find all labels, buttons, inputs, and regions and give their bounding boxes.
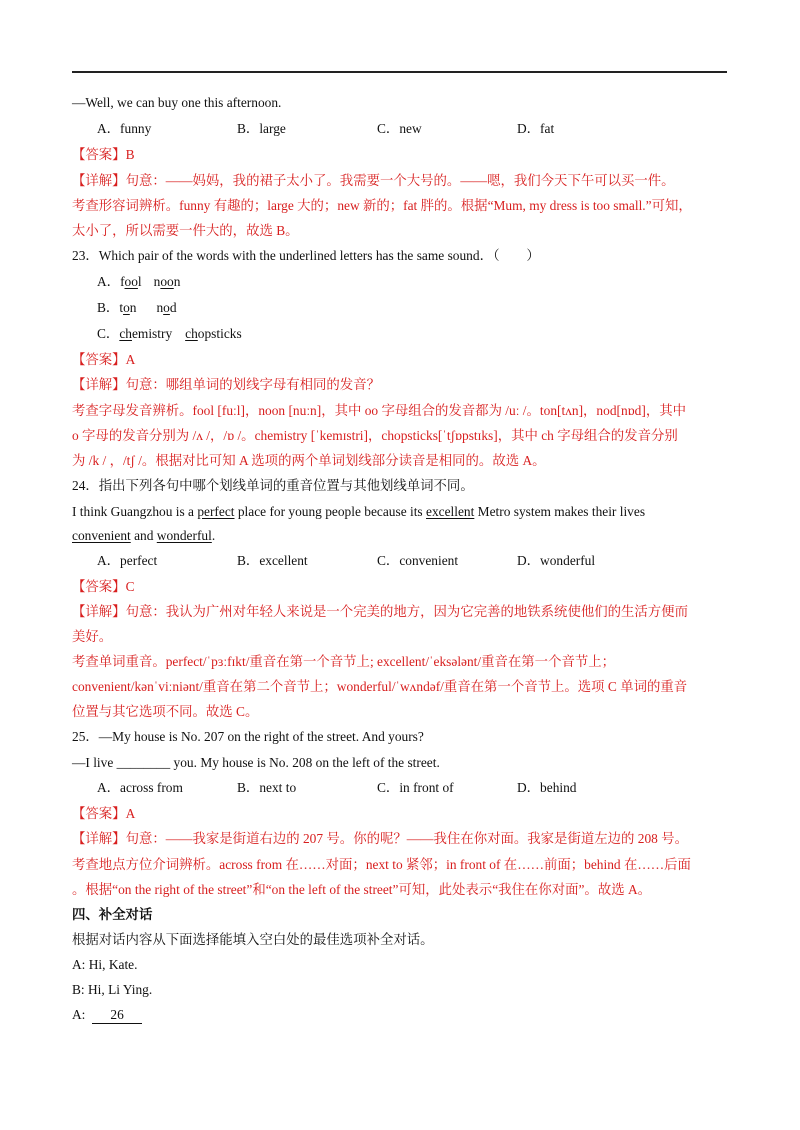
dialogue-blank-line: A: 26 — [72, 1006, 142, 1024]
q22-answer — [72, 146, 135, 164]
dialogue-line: B: Hi, Li Ying. — [72, 982, 153, 997]
answer-value: B — [125, 147, 135, 162]
detail-label: 【详解】 — [72, 831, 126, 846]
answer-label: 【答案】 — [72, 579, 126, 594]
q24-detail-line: 考查单词重音。perfect/ˈpɜːfɪkt/重音在第一个音节上; excellent/ˈeksələnt/重音在第一个音节上； — [72, 654, 616, 669]
answer-label: 【答案】 — [72, 147, 126, 162]
q24-underlined-word: wonderful — [156, 528, 212, 543]
q23-detail-line: o 字母的发音分别为 /ʌ /，/ɒ /。chemistry [ˈkemɪstri]，chopsticks[ˈtʃɒpstɪks]，其中 ch 字母组合的发音分别 — [72, 428, 678, 443]
q23-option-b: B．ton nod — [97, 300, 177, 315]
answer-value: A — [125, 352, 136, 367]
header-rule — [72, 71, 727, 73]
q24-option-c: C．convenient — [377, 553, 459, 568]
q25-option-a: A．across from — [97, 780, 183, 795]
q22-detail-line: 【详解】句意：——妈妈，我的裙子太小了。我需要一个大号的。——嗯，我们今天下午可以买一件。 — [72, 173, 675, 188]
answer-label: 【答案】 — [72, 806, 126, 821]
q23-detail-line: 【详解】句意：哪组单词的划线字母有相同的发音？ — [72, 377, 380, 392]
q25-option-d: D．behind — [517, 780, 577, 795]
q22-option-b: B．large — [237, 121, 286, 136]
q24-underlined-word: convenient — [72, 528, 131, 543]
section-heading: 四、补全对话 — [72, 907, 153, 922]
section-instruction: 根据对话内容从下面选择能填入空白处的最佳选项补全对话。 — [72, 932, 434, 947]
q22-option-c: C．new — [377, 121, 422, 136]
q23-answer — [72, 351, 135, 369]
q24-detail-line: convenient/kənˈviːniənt/重音在第二个音节上；wonderful/ˈwʌndəf/重音在第一个音节上。选项 C 单词的重音 — [72, 679, 688, 694]
q25-detail-line: 。根据“on the right of the street”和“on the left of the street”可知，此处表示“我住在你对面”。故选 A。 — [72, 882, 652, 897]
dialogue-line: A: Hi, Kate. — [72, 957, 138, 972]
q23-question: 23．Which pair of the words with the underlined letters has the same sound．（ ） — [72, 248, 540, 263]
answer-value: A — [125, 806, 136, 821]
q23-detail-line: 为 /k / ，/tʃ /。根据对比可知 A 选项的两个单词划线部分读音是相同的。故选 A。 — [72, 453, 546, 468]
q22-dialogue-line: —Well, we can buy one this afternoon. — [72, 95, 282, 110]
q24-question: 24．指出下列各句中哪个划线单词的重音位置与其他划线单词不同。 — [72, 478, 474, 493]
q24-options — [97, 552, 595, 570]
q25-dialogue-line: —I live ________ you. My house is No. 208 on the left of the street. — [72, 755, 440, 770]
q24-detail-line: 位置与其它选项不同。故选 C。 — [72, 704, 259, 719]
q24-option-b: B．excellent — [237, 553, 308, 568]
q22-detail-line: 太小了，所以需要一件大的，故选 B。 — [72, 223, 299, 238]
q22-options — [97, 120, 554, 138]
q24-option-d: D．wonderful — [517, 553, 596, 568]
q23-detail-line: 考查字母发音辨析。fool [fuːl]，noon [nuːn]，其中 oo 字母组合的发音都为 /uː /。ton[tʌn]，nod[nɒd]，其中 — [72, 403, 687, 418]
q22-option-d: D．fat — [517, 121, 555, 136]
q22-detail-line: 考查形容词辨析。funny 有趣的；large 大的；new 新的；fat 胖的。根据“Mum, my dress is too small.”可知， — [72, 198, 692, 213]
q23-option-c: C．chemistry chopsticks — [97, 326, 242, 341]
q24-sentence-line: convenient and wonderful. — [72, 528, 216, 543]
q25-answer — [72, 805, 135, 823]
q24-underlined-word: perfect — [197, 504, 235, 519]
detail-label: 【详解】 — [72, 377, 126, 392]
q25-detail-line: 考查地点方位介词辨析。across from 在……对面；next to 紧邻；in front of 在……前面；behind 在……后面 — [72, 857, 691, 872]
detail-label: 【详解】 — [72, 173, 126, 188]
q22-option-a: A．funny — [97, 121, 152, 136]
q23-option-a: A．fool noon — [97, 274, 181, 289]
q25-options — [97, 779, 577, 797]
q24-sentence-line: I think Guangzhou is a perfect place for young people because its excellent Metro system makes their lives — [72, 504, 646, 519]
q24-option-a: A．perfect — [97, 553, 158, 568]
q24-underlined-word: excellent — [426, 504, 475, 519]
q24-detail-line: 美好。 — [72, 629, 113, 644]
answer-blank[interactable]: 26 — [92, 1007, 142, 1024]
detail-label: 【详解】 — [72, 604, 126, 619]
q25-option-c: C．in front of — [377, 780, 454, 795]
q25-option-b: B．next to — [237, 780, 297, 795]
q24-detail-line: 【详解】句意：我认为广州对年轻人来说是一个完美的地方，因为它完善的地铁系统使他们的生活方便而 — [72, 604, 688, 619]
answer-value: C — [125, 579, 135, 594]
answer-label: 【答案】 — [72, 352, 126, 367]
q25-detail-line: 【详解】句意：——我家是街道右边的 207 号。你的呢？——我住在你对面。我家是街道左边的 208 号。 — [72, 831, 688, 846]
q24-answer — [72, 578, 135, 596]
q25-question: 25．—My house is No. 207 on the right of the street. And yours? — [72, 729, 424, 744]
